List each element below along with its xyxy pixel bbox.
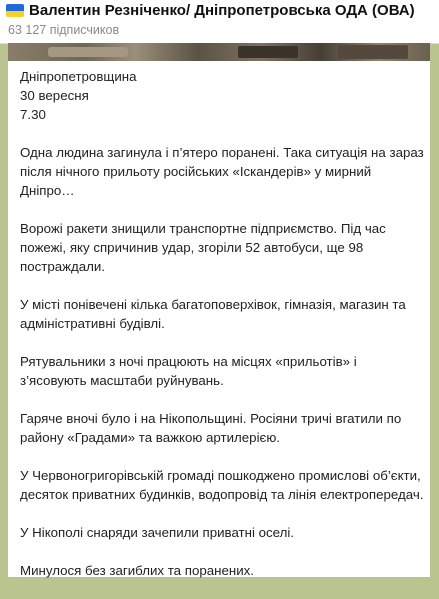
- message-paragraph: У місті понівечені кілька багатоповерхівок, гімназія, магазин та адміністративні будівлі.: [20, 297, 406, 331]
- channel-header[interactable]: [0, 0, 439, 44]
- ukraine-flag-icon: [6, 4, 24, 17]
- message-date: 30 вересня: [20, 88, 89, 103]
- message-bubble: [8, 61, 430, 577]
- message-paragraph: Минулося без загиблих та поранених.: [20, 563, 254, 578]
- message-time: 7.30: [20, 107, 46, 122]
- message-text: [20, 67, 424, 599]
- channel-title-row: [6, 2, 415, 19]
- message-paragraph: У Нікополі снаряди зачепили приватні оселі.: [20, 525, 295, 540]
- message-paragraph: Одна людина загинула і п’ятеро поранені. Така ситуація на зараз після нічного прильоту російських «Іскандерів» у мирний Дніпро…: [20, 145, 424, 198]
- message-paragraph: Ворожі ракети знищили транспортне підприємство. Під час пожежі, яку спричинив удар, згоріли 52 автобуси, ще 98 постраждали.: [20, 221, 386, 274]
- message-photo[interactable]: [8, 43, 430, 61]
- message-paragraph: Гаряче вночі було і на Нікопольщині. Росіяни тричі вгатили по району «Градами» та важкою артилерією.: [20, 411, 402, 445]
- message-paragraph: У Червоногригорівській громаді пошкоджено промислові об’єкти, десяток приватних будинків, водопровід та лінія електропередач.: [20, 468, 424, 502]
- message-paragraph: Рятувальники з ночі працюють на місцях «прильотів» і з’ясовують масштаби руйнувань.: [20, 354, 357, 388]
- subscriber-count: 63 127 підписчиков: [8, 23, 120, 37]
- message-location: Дніпропетровщина: [20, 69, 137, 84]
- channel-title[interactable]: Валентин Резніченко/ Дніпропетровська ОДА (ОВА): [29, 2, 415, 19]
